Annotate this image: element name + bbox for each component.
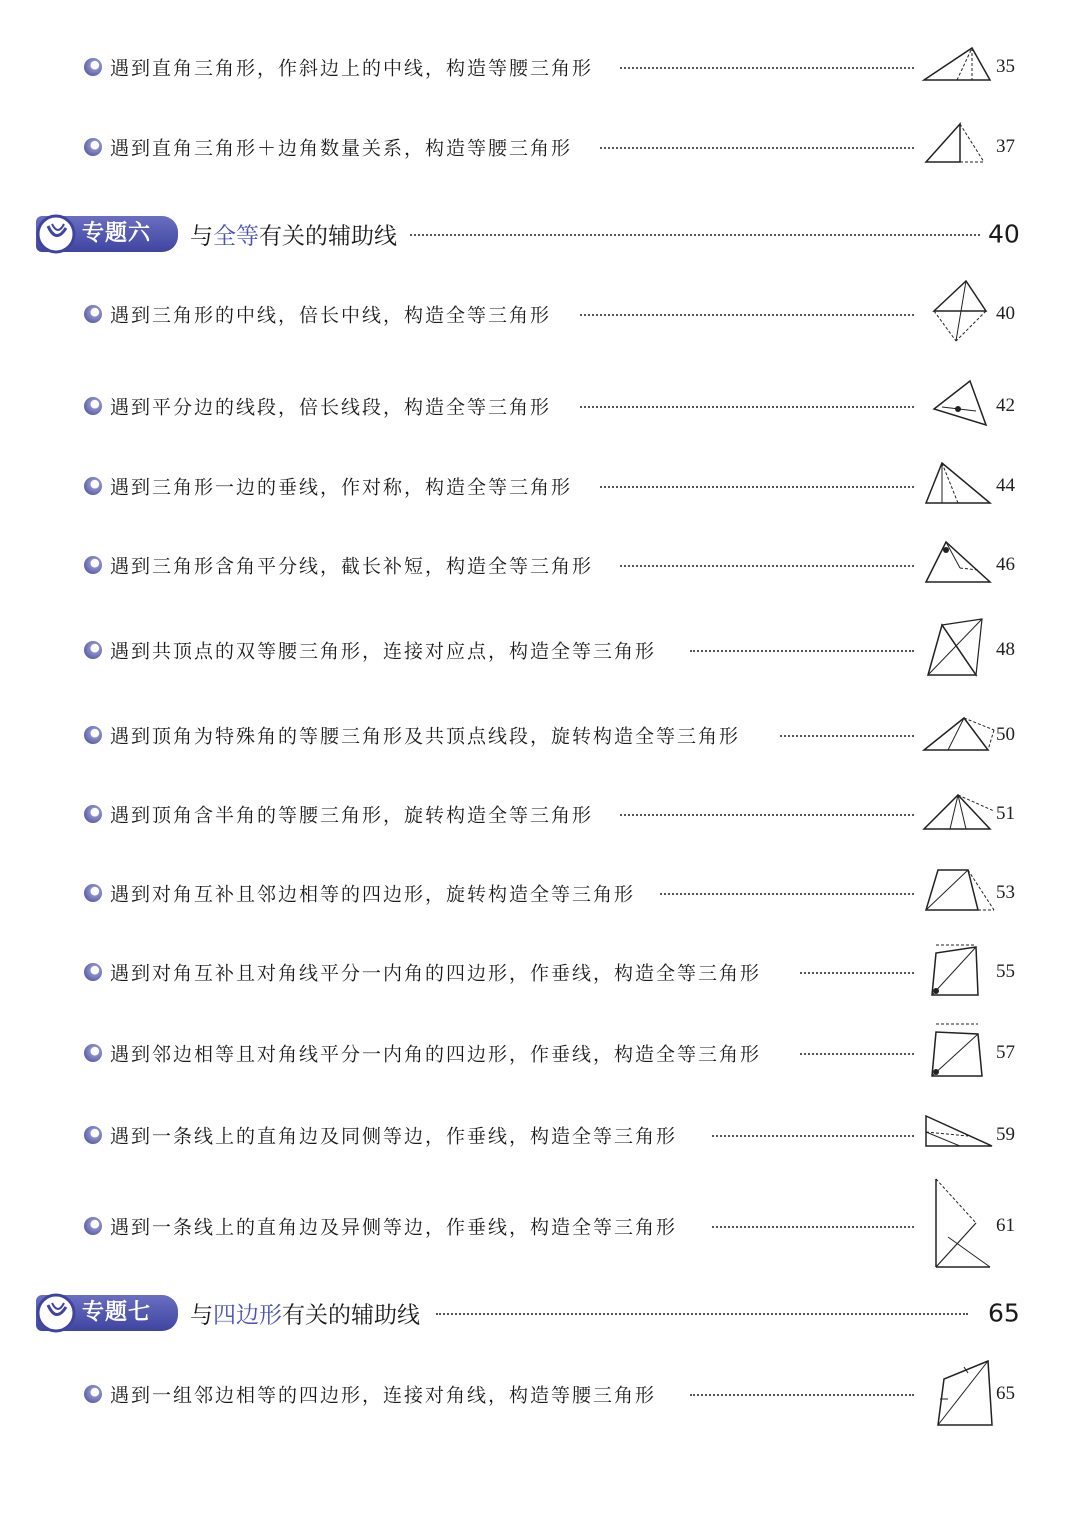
figure-icon <box>920 939 996 1001</box>
entry-text: 遇到一条线上的直角边及异侧等边，作垂线，构造全等三角形 <box>110 1213 683 1240</box>
page-number: 40 <box>996 303 1015 324</box>
entry-text: 遇到三角形的中线，倍长中线，构造全等三角形 <box>110 301 557 328</box>
bullet-icon <box>84 1126 102 1144</box>
page-number: 53 <box>996 882 1015 903</box>
toc-entry[interactable] <box>0 1038 1080 1068</box>
page-number: 61 <box>996 1215 1015 1236</box>
toc-entry[interactable] <box>0 1211 1080 1241</box>
page-number: 59 <box>996 1124 1015 1145</box>
toc-entry[interactable] <box>0 720 1080 750</box>
dot-leader <box>410 234 980 236</box>
entry-text: 遇到直角三角形，作斜边上的中线，构造等腰三角形 <box>110 54 599 81</box>
figure-icon <box>920 277 994 349</box>
dot-leader <box>690 650 914 652</box>
section-title: 与全等有关的辅助线 <box>190 218 403 251</box>
bullet-icon <box>84 305 102 323</box>
bullet-icon <box>84 726 102 744</box>
entry-text: 遇到顶角为特殊角的等腰三角形及共顶点线段，旋转构造全等三角形 <box>110 722 746 749</box>
page-number: 44 <box>996 475 1015 496</box>
bullet-icon <box>84 1217 102 1235</box>
toc-entry[interactable] <box>0 391 1080 421</box>
figure-icon <box>920 44 994 84</box>
entry-text: 遇到对角互补且邻边相等的四边形，旋转构造全等三角形 <box>110 880 641 907</box>
entry-text: 遇到三角形一边的垂线，作对称，构造全等三角形 <box>110 473 578 500</box>
entry-text: 遇到一组邻边相等的四边形，连接对角线，构造等腰三角形 <box>110 1381 662 1408</box>
toc-entry[interactable] <box>0 1120 1080 1150</box>
figure-icon <box>920 1359 996 1429</box>
bullet-icon <box>84 1044 102 1062</box>
dot-leader <box>580 406 914 408</box>
toc-entry[interactable] <box>0 299 1080 329</box>
dot-leader <box>620 565 914 567</box>
toc-entry[interactable] <box>0 52 1080 82</box>
page-number: 37 <box>996 136 1015 157</box>
page-number: 51 <box>996 803 1015 824</box>
entry-text: 遇到邻边相等且对角线平分一内角的四边形，作垂线，构造全等三角形 <box>110 1040 767 1067</box>
dot-leader <box>436 1313 968 1315</box>
figure-icon <box>920 1177 996 1273</box>
figure-icon <box>920 617 994 681</box>
toc-entry[interactable] <box>0 635 1080 665</box>
section-badge: 专题六 <box>36 216 178 252</box>
entry-text: 遇到顶角含半角的等腰三角形，旋转构造全等三角形 <box>110 801 599 828</box>
figure-icon <box>920 789 996 833</box>
dot-leader <box>690 1394 914 1396</box>
figure-icon <box>920 866 996 914</box>
toc-entry[interactable] <box>0 132 1080 162</box>
toc-entry[interactable] <box>0 550 1080 580</box>
section-badge: 专题七 <box>36 1295 178 1331</box>
swirl-logo-icon <box>36 1293 76 1333</box>
toc-entry[interactable] <box>0 799 1080 829</box>
page-number: 57 <box>996 1042 1015 1063</box>
page-number: 46 <box>996 554 1015 575</box>
dot-leader <box>660 893 914 895</box>
dot-leader <box>620 814 914 816</box>
page-number: 65 <box>996 1383 1015 1404</box>
section-header[interactable] <box>0 1291 1080 1335</box>
entry-text: 遇到平分边的线段，倍长线段，构造全等三角形 <box>110 393 557 420</box>
section-page-number: 65 <box>988 1298 1020 1328</box>
section-header[interactable] <box>0 212 1080 256</box>
figure-icon <box>920 377 994 433</box>
entry-text: 遇到直角三角形＋边角数量关系，构造等腰三角形 <box>110 134 578 161</box>
entry-text: 遇到共顶点的双等腰三角形，连接对应点，构造全等三角形 <box>110 637 662 664</box>
bullet-icon <box>84 58 102 76</box>
entry-text: 遇到一条线上的直角边及同侧等边，作垂线，构造全等三角形 <box>110 1122 683 1149</box>
section-title: 与四边形有关的辅助线 <box>190 1297 426 1330</box>
dot-leader <box>800 972 914 974</box>
dot-leader <box>712 1135 914 1137</box>
dot-leader <box>600 147 914 149</box>
figure-icon <box>920 714 996 754</box>
bullet-icon <box>84 477 102 495</box>
dot-leader <box>580 314 914 316</box>
page-number: 55 <box>996 961 1015 982</box>
figure-icon <box>920 1020 996 1082</box>
bullet-icon <box>84 556 102 574</box>
figure-icon <box>920 120 994 168</box>
toc-entry[interactable] <box>0 1379 1080 1409</box>
entry-text: 遇到对角互补且对角线平分一内角的四边形，作垂线，构造全等三角形 <box>110 959 767 986</box>
toc-entry[interactable] <box>0 471 1080 501</box>
bullet-icon <box>84 963 102 981</box>
swirl-logo-icon <box>36 214 76 254</box>
section-page-number: 40 <box>988 219 1020 249</box>
bullet-icon <box>84 1385 102 1403</box>
page-number: 50 <box>996 724 1015 745</box>
figure-icon <box>920 1112 996 1152</box>
bullet-icon <box>84 805 102 823</box>
bullet-icon <box>84 138 102 156</box>
dot-leader <box>780 735 914 737</box>
page-number: 48 <box>996 639 1015 660</box>
bullet-icon <box>84 397 102 415</box>
figure-icon <box>920 538 994 586</box>
page-number: 35 <box>996 56 1015 77</box>
dot-leader <box>800 1053 914 1055</box>
figure-icon <box>920 459 994 507</box>
toc-entry[interactable] <box>0 878 1080 908</box>
entry-text: 遇到三角形含角平分线，截长补短，构造全等三角形 <box>110 552 599 579</box>
dot-leader <box>712 1226 914 1228</box>
bullet-icon <box>84 641 102 659</box>
dot-leader <box>600 486 914 488</box>
toc-entry[interactable] <box>0 957 1080 987</box>
dot-leader <box>620 67 914 69</box>
bullet-icon <box>84 884 102 902</box>
page-number: 42 <box>996 395 1015 416</box>
